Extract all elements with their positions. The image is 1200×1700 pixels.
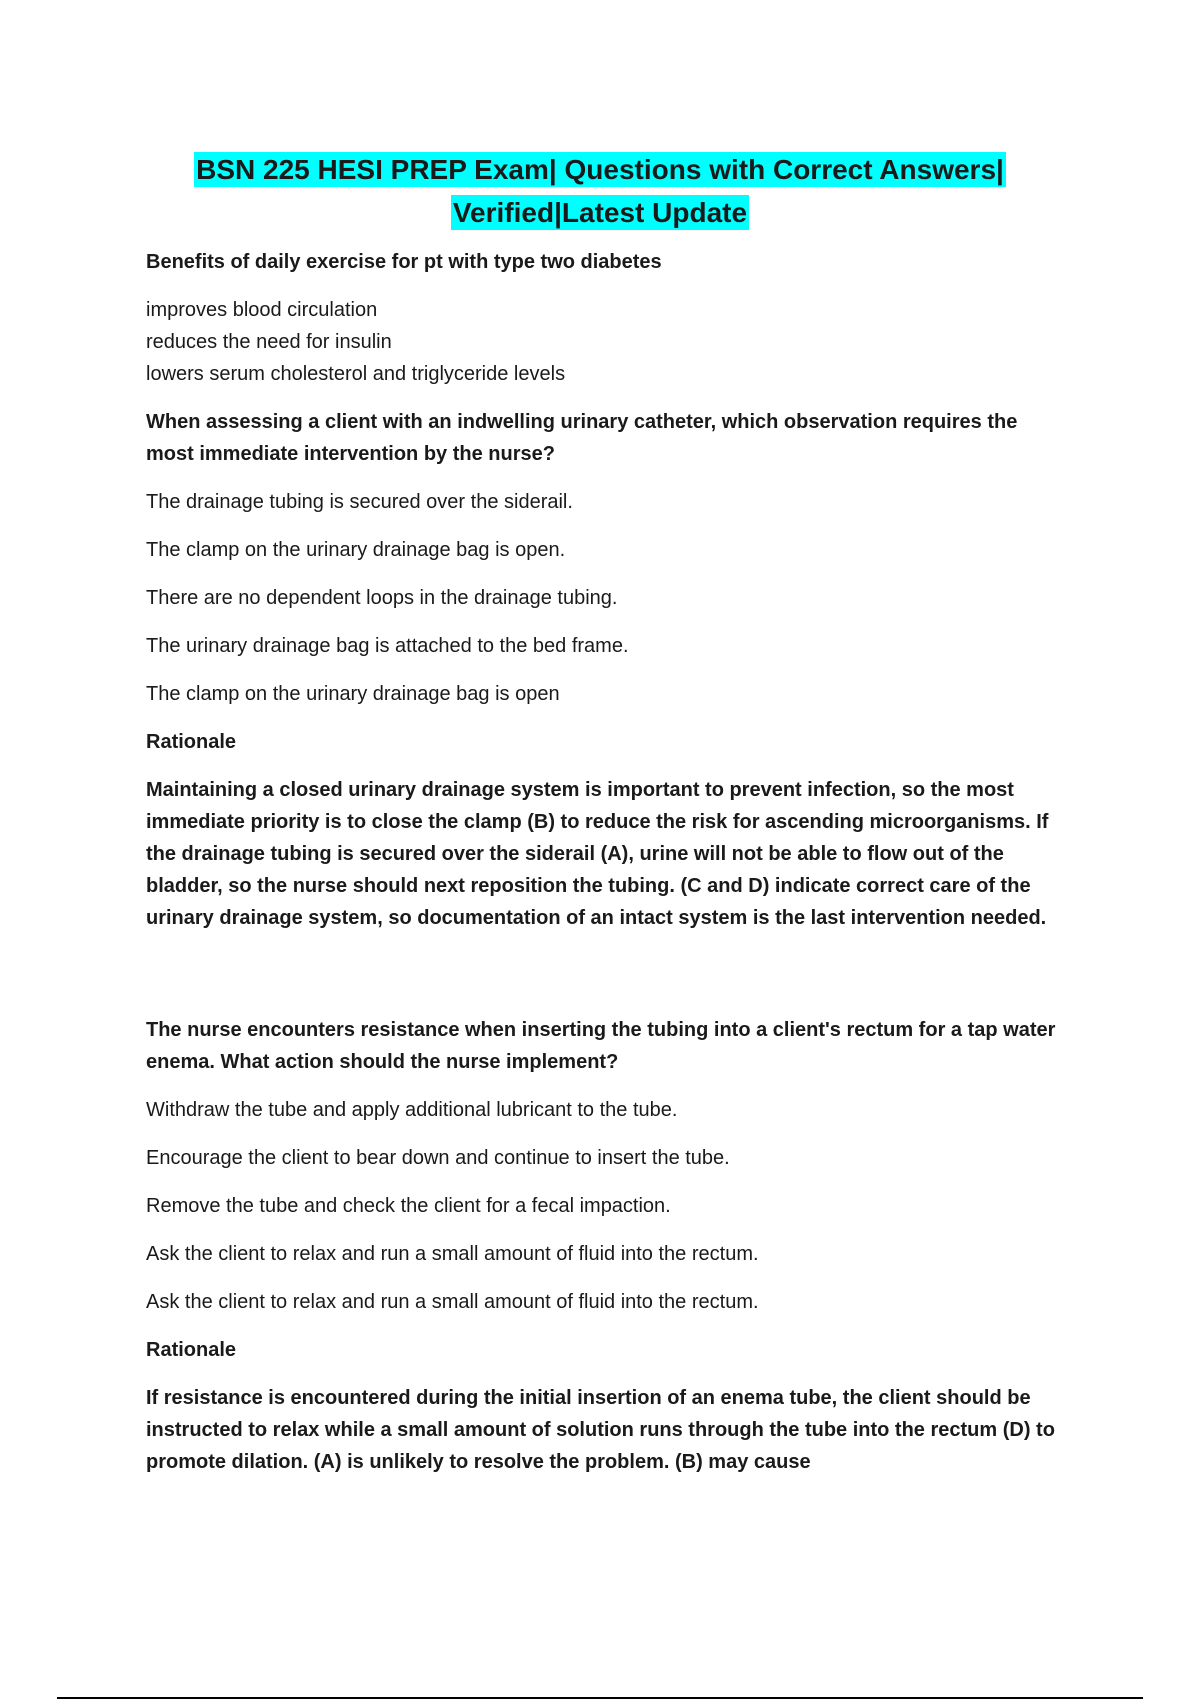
question-2: When assessing a client with an indwelling urinary catheter, which observation requires the most immediate intervention by the nurse?	[146, 411, 1018, 465]
document-title	[0, 148, 1200, 234]
option-b: The clamp on the urinary drainage bag is open.	[146, 539, 566, 561]
option-c: Remove the tube and check the client for a fecal impaction.	[146, 1195, 671, 1217]
title-line-2: Verified|Latest Update	[452, 197, 748, 228]
rationale-text: Maintaining a closed urinary drainage system is important to prevent infection, so the most immediate priority is to close the clamp (B) to reduce the risk for ascending microorganisms. If the drainage tubing is secured over the siderail (A), urine will not be able to flow out of the bladder, so the nurse should next reposition the tubing. (C and D) indicate correct care of the urinary drainage system, so documentation of an intact system is the last intervention needed.	[146, 779, 1049, 929]
question-1: Benefits of daily exercise for pt with type two diabetes	[146, 251, 662, 273]
question-3: The nurse encounters resistance when inserting the tubing into a client's rectum for a tap water enema. What action should the nurse implement?	[146, 1019, 1056, 1073]
rationale-label: Rationale	[146, 1339, 237, 1361]
section-spacer	[146, 950, 1066, 1014]
answer-item: lowers serum cholesterol and triglyceride levels	[146, 363, 566, 385]
option-a: The drainage tubing is secured over the siderail.	[146, 491, 573, 513]
correct-answer: The clamp on the urinary drainage bag is open	[146, 683, 560, 705]
answer-item: improves blood circulation	[146, 299, 378, 321]
option-d: The urinary drainage bag is attached to the bed frame.	[146, 635, 629, 657]
option-c: There are no dependent loops in the drainage tubing.	[146, 587, 618, 609]
title-line-1: BSN 225 HESI PREP Exam| Questions with Correct Answers|	[196, 154, 1004, 185]
option-d: Ask the client to relax and run a small amount of fluid into the rectum.	[146, 1243, 759, 1265]
option-a: Withdraw the tube and apply additional lubricant to the tube.	[146, 1099, 678, 1121]
option-b: Encourage the client to bear down and continue to insert the tube.	[146, 1147, 730, 1169]
correct-answer: Ask the client to relax and run a small amount of fluid into the rectum.	[146, 1291, 759, 1313]
footer-divider	[57, 1697, 1143, 1699]
rationale-text: If resistance is encountered during the initial insertion of an enema tube, the client should be instructed to relax while a small amount of solution runs through the tube into the rectum (D) to promote dilation. (A) is unlikely to resolve the problem. (B) may cause	[146, 1387, 1055, 1473]
answer-item: reduces the need for insulin	[146, 331, 392, 353]
answer-list-1	[146, 294, 1066, 390]
document-body	[146, 246, 1066, 1494]
rationale-label: Rationale	[146, 731, 237, 753]
